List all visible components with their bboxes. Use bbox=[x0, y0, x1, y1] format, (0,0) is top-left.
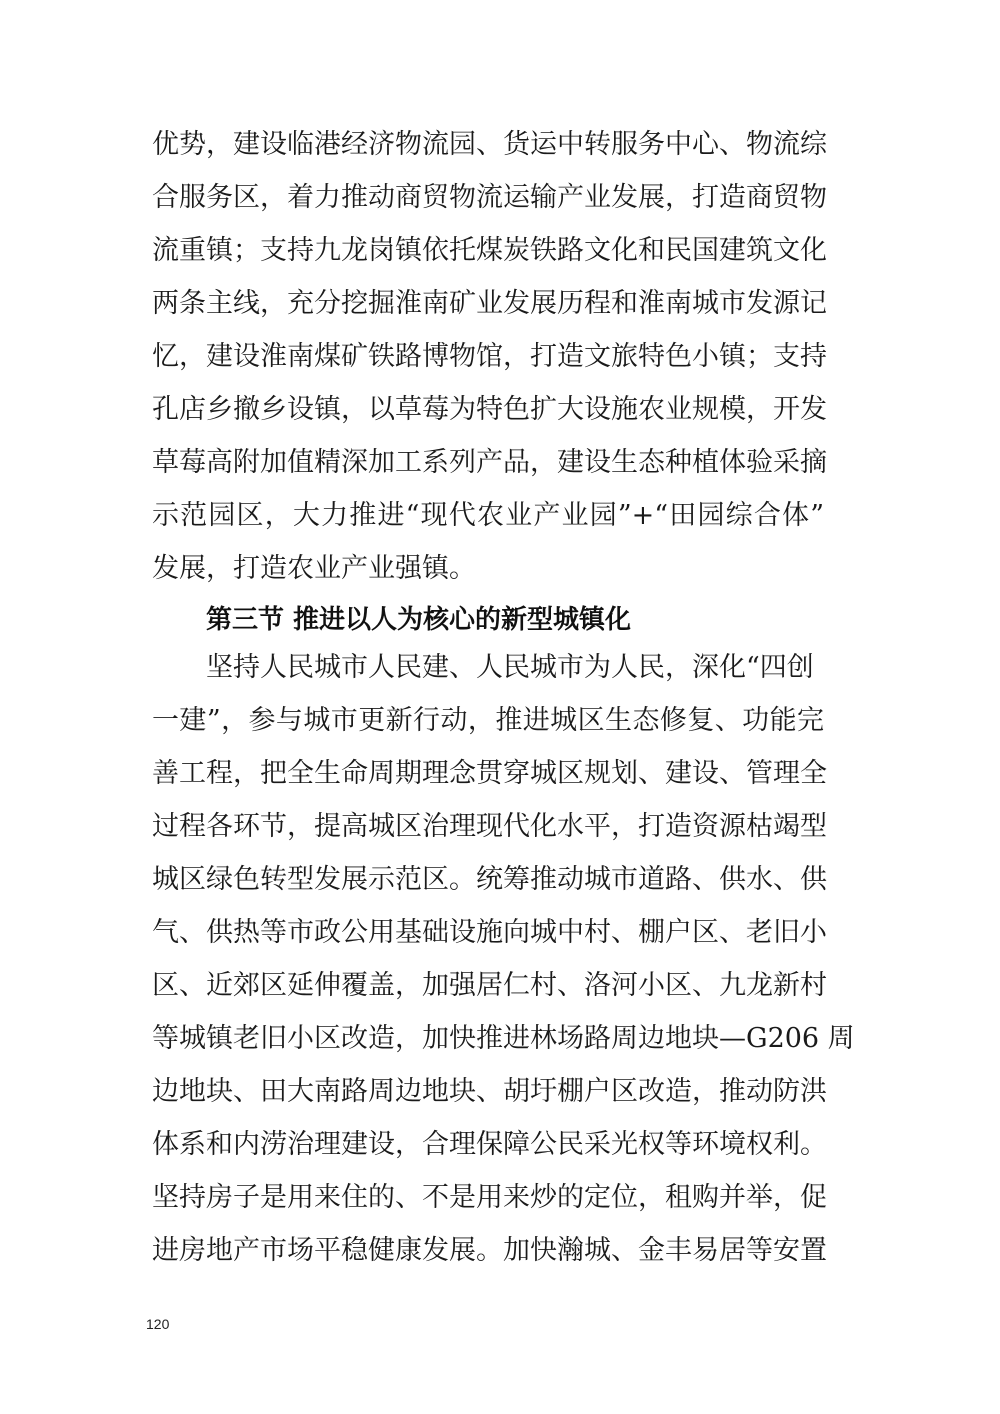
text-line: 过程各环节，提高城区治理现代化水平，打造资源枯竭型 bbox=[152, 811, 827, 842]
text-line: 合服务区，着力推动商贸物流运输产业发展，打造商贸物 bbox=[152, 182, 827, 213]
text-line: 两条主线，充分挖掘淮南矿业发展历程和淮南城市发源记 bbox=[152, 288, 827, 319]
text-line: 城区绿色转型发展示范区。统筹推动城市道路、供水、供 bbox=[152, 864, 827, 895]
text-line: 流重镇；支持九龙岗镇依托煤炭铁路文化和民国建筑文化 bbox=[152, 235, 827, 266]
text-line: 孔店乡撤乡设镇，以草莓为特色扩大设施农业规模，开发 bbox=[152, 394, 827, 425]
text-line: 体系和内涝治理建设，合理保障公民采光权等环境权利。 bbox=[152, 1129, 827, 1160]
section-heading: 第三节 推进以人为核心的新型城镇化 bbox=[206, 605, 632, 635]
text-line: 进房地产市场平稳健康发展。加快瀚城、金丰易居等安置 bbox=[152, 1235, 827, 1266]
text-line: 善工程，把全生命周期理念贯穿城区规划、建设、管理全 bbox=[152, 758, 827, 789]
text-line: 区、近郊区延伸覆盖，加强居仁村、洛河小区、九龙新村 bbox=[152, 970, 827, 1001]
text-line: 气、供热等市政公用基础设施向城中村、棚户区、老旧小 bbox=[152, 917, 827, 948]
text-line: 坚持房子是用来住的、不是用来炒的定位，租购并举，促 bbox=[152, 1182, 827, 1213]
text-line: 边地块、田大南路周边地块、胡圩棚户区改造，推动防洪 bbox=[152, 1076, 827, 1107]
text-line: 示范园区，大力推进“现代农业产业园”+“田园综合体” bbox=[152, 500, 824, 531]
text-line: 草莓高附加值精深加工系列产品，建设生态种植体验采摘 bbox=[152, 447, 827, 478]
text-line: 一建”，参与城市更新行动，推进城区生态修复、功能完 bbox=[152, 705, 824, 736]
text-line: 坚持人民城市人民建、人民城市为人民，深化“四创 bbox=[206, 652, 814, 683]
page-number: 120 bbox=[146, 1316, 170, 1332]
text-line: 优势，建设临港经济物流园、货运中转服务中心、物流综 bbox=[152, 129, 827, 160]
text-line: 忆，建设淮南煤矿铁路博物馆，打造文旅特色小镇；支持 bbox=[152, 341, 827, 372]
text-line: 等城镇老旧小区改造，加快推进林场路周边地块—G206 周 bbox=[152, 1023, 855, 1054]
text-line: 发展，打造农业产业强镇。 bbox=[152, 553, 476, 584]
